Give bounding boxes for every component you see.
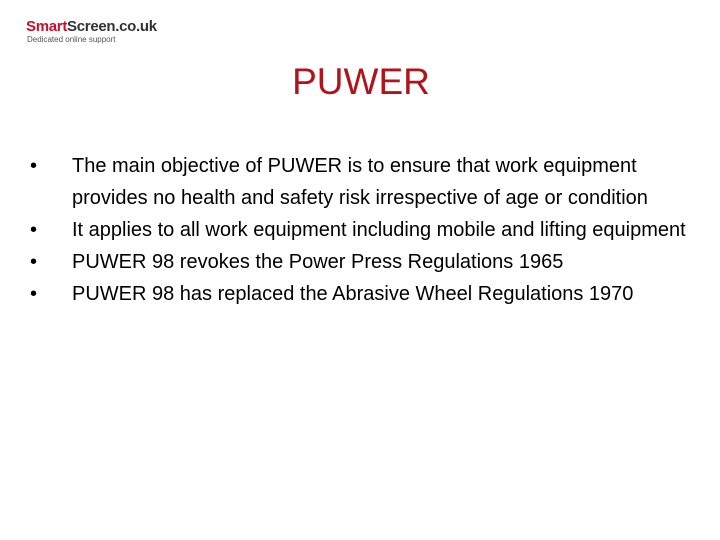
bullet-dot: •: [30, 219, 38, 241]
bullet-dot: •: [30, 155, 38, 177]
brand-logo-block: [26, 18, 157, 45]
bullet-item: [30, 214, 690, 246]
bullet-item: [30, 278, 690, 310]
brand-tagline: Dedicated online support: [27, 35, 116, 44]
bullet-text: PUWER 98 has replaced the Abrasive Wheel Regulations 1970: [72, 283, 634, 305]
brand-logo-secondary: Screen.co.uk: [67, 18, 157, 35]
bullet-text: The main objective of PUWER is to ensure that work equipment provides no health and safety risk irrespective of age or condition: [72, 155, 648, 209]
brand-logo-primary: Smart: [26, 18, 68, 35]
bullet-dot: •: [30, 251, 38, 273]
slide-title: PUWER: [292, 61, 430, 102]
bullet-text: It applies to all work equipment including mobile and lifting equipment: [72, 219, 686, 241]
bullet-dot: •: [30, 283, 38, 305]
brand-logo: [26, 18, 157, 35]
bullet-list: [30, 150, 690, 310]
bullet-text: PUWER 98 revokes the Power Press Regulations 1965: [72, 251, 564, 273]
bullet-item: [30, 150, 690, 214]
bullet-item: [30, 246, 690, 278]
